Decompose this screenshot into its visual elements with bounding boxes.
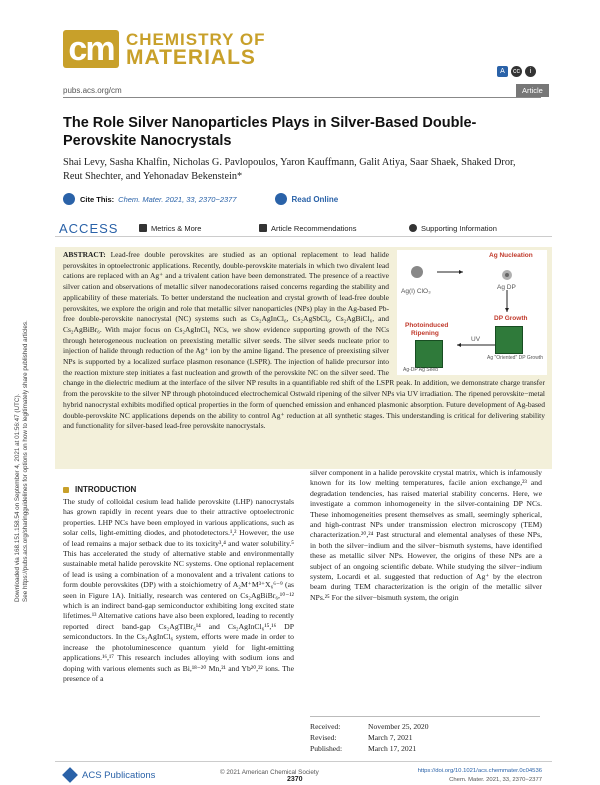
cite-label: Cite This: — [80, 194, 115, 204]
metrics-icon — [139, 224, 147, 232]
recommendations-icon — [259, 224, 267, 232]
download-notice-line1: Downloaded via 168.151.158.54 on September 4, 2021 at 01:56:47 (UTC). — [14, 393, 21, 602]
page-number: 2370 — [287, 776, 303, 783]
intro-heading — [63, 485, 136, 494]
acs-publications-logo[interactable] — [63, 768, 155, 782]
toc-graphic[interactable] — [397, 250, 547, 375]
journal-name-line1: CHEMISTRY OF — [126, 30, 266, 49]
publisher-name: ACS Publications — [82, 769, 156, 781]
header-divider — [63, 97, 541, 98]
toc-uv: UV — [471, 336, 481, 343]
date-label: Published: — [310, 744, 343, 753]
metrics-label: Metrics & More — [151, 223, 202, 233]
date-value: March 17, 2021 — [368, 744, 417, 753]
intro-left-column: The study of colloidal cesium lead halide perovskite (LHP) nanocrystals has grown rapidly in recent years due to their attractive optoelectronic properties. LHP NCs have been employed in various applications, such as solar cells, light-emitting diodes, and photodetectors.¹,² However, the use of lead remains a major setback due to its toxicity³,⁴ and water solubility.⁵ This has accelerated the study of alternative stable and environmentally sustainable metal halide perovskite NC systems. One optional replacement of lead is using a combination of a monovalent and a trivalent cations to form double perovskites (DP) with a stoichiometry of A₂M⁺M³⁺X₆⁶⁻⁹ (as seen in Figure 1A). Initially, research was centered on Cs₂AgBiBr₆,¹⁰⁻¹² which is an indirect band-gap semiconductor exhibiting long excited state lifetimes.¹³ Alternative cations have also been explored, leading to recently reported direct band-gap Cs₂AgTlBr₆¹⁴ and Cs₂AgInCl₆¹⁵,¹⁶ DP semiconductors. In the Cs₂AgInCl₆ system, efforts were made in order to increase the photoluminescence quantum yield for light-emitting applications.¹⁶,¹⁷ This research includes alloying with sodium ions and doping with various elements such as Bi,¹⁸⁻²⁰ Mn,²¹ and Yb²⁰,²² ions. The presence of a — [63, 497, 294, 683]
toc-dp-growth: DP Growth — [494, 315, 528, 322]
toc-reagent: Ag(I) ClO₃ — [401, 288, 431, 295]
metrics-button[interactable] — [139, 224, 259, 233]
date-value: November 25, 2020 — [368, 722, 429, 731]
acs-logo-icon — [62, 767, 78, 783]
abstract-body: Lead-free double perovskites are studied as an optional replacement to lead halide perovskites in optoelectronic applications. Recently, double-perovskite materials in which two divalent lead cations are replaced with an Ag⁺ and a trivalent cation have been demonstrated. The presence of a reactive silver cation and observations of metallic silver nanodecorations raised concerns regarding the stability and applicability of these materials. To better understand the nucleation and crystal growth of lead-free double perovskites, we explore the origin and role that metallic silver nanoparticles (NPs) play in the Ag-based Pb-free double-perovskite nanocrystal (NC) systems such as Cs₂AgInCl₆, Cs₂AgSbCl₆, Cs₂AgBiCl₆, and Cs₂AgBiBr₆. With major focus on Cs₂AgInCl₆ NCs, we show evidence supporting growth of the NCs through heterogeneous nucleation on preexisting metallic silver seeds. The silver seeds nucleate prior to injection of halide through reduction of the Ag⁺ ion by the amine ligand. The presence of preexisting silver NPs is supported by a localized surface plasmon resonance (LSPR). The injection of halide precursor into the reaction mixture step initiates a fast nucleation and growth of the perovskite NC on the silver seed. The change in the dielectric medium at the interface of the silver NP results in a quantifiable red shift of the LSPR peak. In addition, we demonstrate charge transfer from the perovskite to the silver NP through photoinduced electrochemical Ostwald ripening of the silver NPs via UV irradiation. The ripened perovskite−metal hybrid nanocrystal exhibits modified optical properties in the form of quenched emission and enhanced plasmonic absorption. Future development of Ag-based double-perovskite NC applications depends on the ability to control Ag⁺ reduction at all synthetic stages. This understanding is critical for delivering stability and functionality for silver-based lead-free perovskite nanocrystals. — [63, 250, 545, 431]
date-label: Revised: — [310, 733, 337, 742]
copyright: © 2021 American Chemical Society — [220, 769, 319, 776]
date-value: March 7, 2021 — [368, 733, 413, 742]
doi-block — [412, 767, 542, 784]
journal-site-link[interactable]: pubs.acs.org/cm — [63, 86, 122, 95]
acs-authorchoice-icon[interactable]: A — [497, 66, 508, 77]
toc-photoinduced: Photoinduced — [405, 322, 449, 329]
supporting-info-label: Supporting Information — [421, 223, 497, 233]
abstract-label: ABSTRACT: — [63, 250, 106, 259]
article-title: The Role Silver Nanoparticles Plays in Silver-Based Double-Perovskite Nanocrystals — [63, 115, 477, 149]
cc-by-icon[interactable]: i — [525, 66, 536, 77]
supporting-info-icon — [409, 224, 417, 232]
article-type-badge: Article — [516, 84, 549, 97]
license-icons[interactable] — [497, 66, 536, 78]
access-bar — [55, 220, 552, 237]
toc-ripening: Ripening — [411, 330, 439, 337]
date-published — [310, 743, 540, 754]
read-online-label: Read Online — [291, 194, 339, 204]
toc-ag-nucleation: Ag Nucleation — [489, 252, 533, 259]
journal-name-line2: MATERIALS — [126, 46, 256, 69]
intro-heading-label: INTRODUCTION — [75, 485, 137, 494]
footer-divider — [55, 761, 552, 762]
toc-cube-label-1: Ag-DP Ag Seed — [403, 367, 438, 373]
date-revised — [310, 732, 540, 743]
author-list[interactable]: Shai Levy, Sasha Khalfin, Nicholas G. Pavlopoulos, Yaron Kauffmann, Galit Atiya, Saar Shaek, Shaked Dror, Reut Shechter, and Yehonadav Bekenstein* — [63, 157, 516, 182]
toc-cube-left — [415, 340, 443, 368]
intro-right-column: silver component in a halide perovskite crystal matrix, which is infamously known for its low melting temperatures, facile anion exchange,²³ and degradation tendencies, has raised material stability concerns. Here, we investigate a common inhomogeneity in the silver-containing DP NCs. These inhomogeneities present themselves as small, seemingly spherical, and high-contrast NPs under transmission electron microscopy (TEM) characterization.²⁰,²⁴ Past structural and elemental analyses of these NPs, in both the silver−indium and the silver−bismuth systems, have identified these as metallic silver NPs. However, the origins of these NPs are a subject of an ongoing scientific debate. While studying the silver−indium system, Locardi et al. suggested that reduction of Ag⁺ by the electron beam during TEM characterization is the origin of the metallic silver NPs.²⁵ For the silver−bismuth system, the origin — [310, 468, 542, 602]
download-notice-line2[interactable]: See https://pubs.acs.org/sharingguidelines for options on how to legitimately share published articles. — [22, 320, 29, 602]
toc-cube-label-2: Ag "Oriented" DP Growth — [487, 355, 543, 361]
citation-link[interactable]: Chem. Mater. 2021, 33, 2370−2377 — [118, 194, 237, 204]
download-notice — [14, 262, 27, 602]
doi-link[interactable]: https://doi.org/10.1021/acs.chemmater.0c04536 — [417, 768, 542, 774]
date-received — [310, 721, 540, 732]
publication-dates — [310, 716, 540, 754]
recommendations-button[interactable] — [259, 224, 409, 233]
toc-cube-right — [495, 326, 523, 354]
section-marker-icon — [63, 487, 69, 493]
date-label: Received: — [310, 722, 341, 731]
cite-icon — [63, 193, 75, 205]
cc-icon[interactable]: cc — [513, 68, 520, 75]
journal-reference: Chem. Mater. 2021, 33, 2370−2377 — [449, 776, 542, 783]
journal-logo[interactable]: cm — [63, 30, 119, 68]
read-online-button[interactable] — [275, 193, 339, 205]
access-title: ACCESS — [59, 220, 119, 236]
toc-ag-seed: Ag DP — [497, 284, 516, 291]
citation-row — [63, 192, 523, 206]
recommendations-label: Article Recommendations — [271, 223, 357, 233]
read-online-icon — [275, 193, 287, 205]
supporting-info-button[interactable] — [409, 224, 497, 233]
